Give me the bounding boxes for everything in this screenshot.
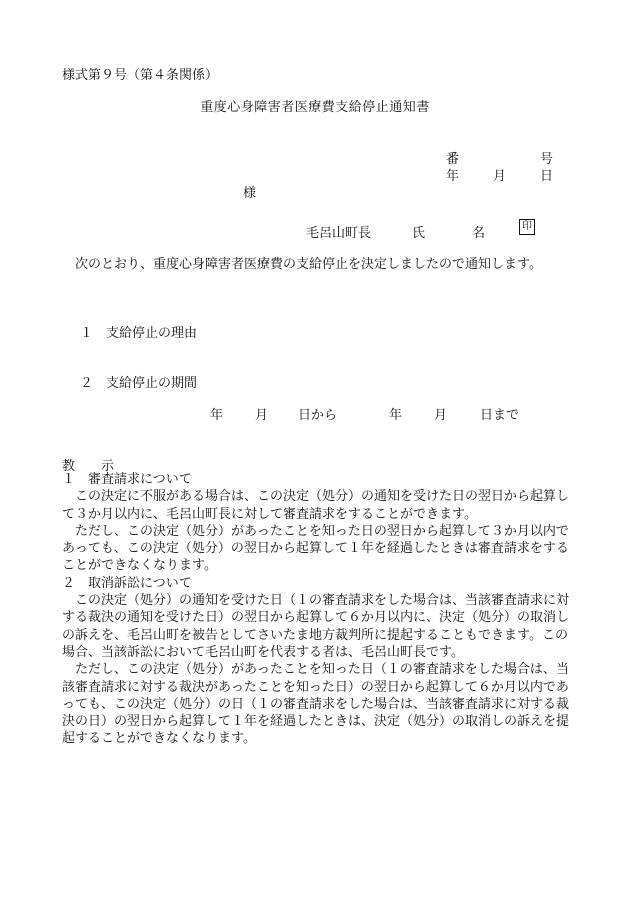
number-label: 番 (446, 152, 460, 167)
section-period-heading: ２ 支給停止の期間 (80, 376, 198, 391)
instruction-body (62, 471, 574, 748)
section-reason-heading: １ 支給停止の理由 (80, 326, 198, 341)
date-day: 日 (540, 169, 554, 184)
period-day-until: 日まで (480, 408, 520, 423)
period-month-from: 月 (255, 408, 269, 423)
instruction-item2-paragraph1: この決定（処分）の通知を受けた日（１の審査請求をした場合は、当該審査請求に対する裁決の通知を受けた日）の翌日から起算して６か月以内に、決定（処分）の取消しの訴えを、毛呂山町を被告としてさいたま地方裁判所に提起することもできます。この場合、当該訴訟において毛呂山町を代表する者は、毛呂山町長です。 (62, 593, 570, 660)
form-number: 様式第９号（第４条関係） (62, 68, 219, 83)
instruction-item1-paragraph2: ただし、この決定（処分）があったことを知った日の翌日から起算して３か月以内であっても、この決定（処分）の翌日から起算して１年を経過したときは審査請求をすることができなくなります。 (62, 523, 569, 574)
period-year-until: 年 (389, 408, 403, 423)
instruction-item2-heading: ２ 取消訴訟について (62, 575, 192, 591)
seal-mark: 印 (519, 219, 535, 235)
date-month: 月 (493, 169, 507, 184)
period-year-from: 年 (210, 408, 224, 423)
addressee-suffix: 様 (243, 186, 257, 201)
instruction-heading: 教 示 (62, 459, 115, 474)
instruction-item2-paragraph2: ただし、この決定（処分）があったことを知った日（１の審査請求をした場合は、当該審査請求に対する裁決があったことを知った日）の翌日から起算して６か月以内であっても、この決定（処分）の日（１の審査請求をした場合は、当該審査請求に対する裁決の日）の翌日から起算して１年を経過したときは、決定（処分）の取消しの訴えを提起することができなくなります。 (62, 662, 570, 747)
name-label-1: 氏 (412, 226, 426, 241)
instruction-item1-heading: １ 審査請求について (62, 472, 192, 487)
instruction-item1-paragraph1: この決定に不服がある場合は、この決定（処分）の通知を受けた日の翌日から起算して３か月以内に、毛呂山町長に対して審査請求をすることができます。 (62, 489, 570, 522)
period-month-until: 月 (434, 408, 448, 423)
name-label-2: 名 (472, 226, 486, 241)
period-day-from: 日から (298, 408, 338, 423)
issuer-mayor: 毛呂山町長 (306, 226, 372, 241)
intro-paragraph: 次のとおり、重度心身障害者医療費の支給停止を決定しましたので通知します。 (75, 257, 542, 272)
date-year: 年 (446, 169, 460, 184)
document-title: 重度心身障害者医療費支給停止通知書 (200, 100, 430, 115)
number-suffix: 号 (540, 152, 554, 167)
